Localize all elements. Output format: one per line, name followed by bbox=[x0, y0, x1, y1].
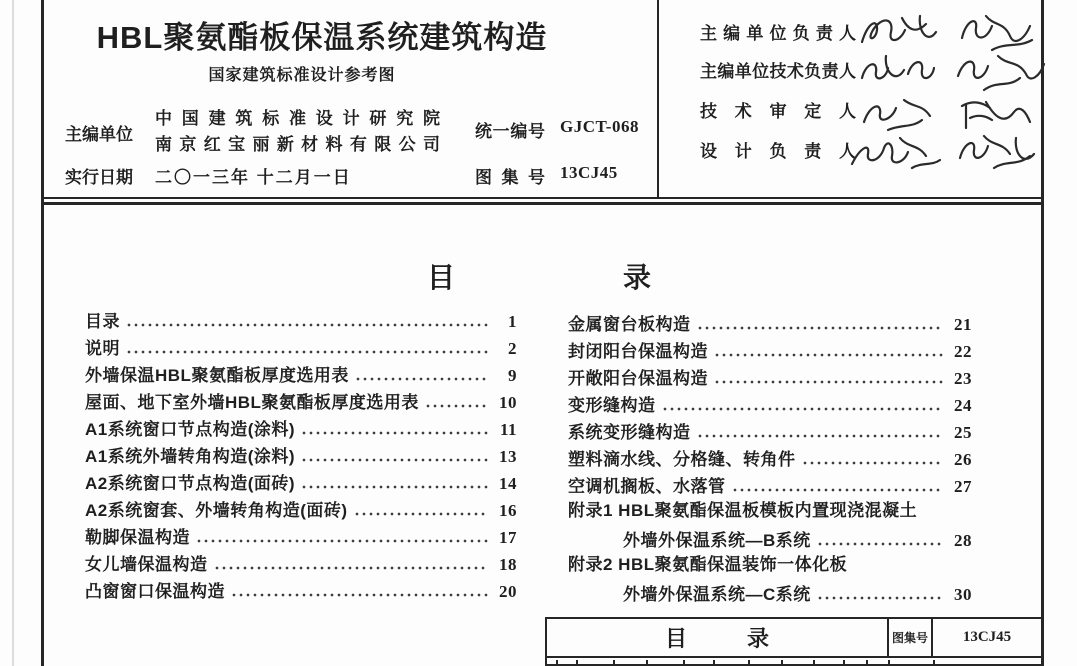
page-number: 14 bbox=[499, 474, 517, 493]
unified-number-label: 统一编号 bbox=[475, 122, 545, 141]
footer-toc-heading: 目 录 bbox=[547, 619, 889, 656]
toc-entry: A1系统外墙转角构造(涂料) 13 bbox=[85, 447, 517, 466]
toc-entry: 勒脚保温构造 17 bbox=[85, 528, 517, 547]
page-number: 9 bbox=[508, 366, 517, 385]
footer-row bbox=[547, 619, 1041, 658]
content-top-border bbox=[41, 202, 1044, 205]
unified-number-value: GJCT-068 bbox=[560, 117, 639, 136]
page-number: 2 bbox=[508, 339, 517, 358]
footer-title-bar bbox=[545, 617, 1043, 666]
document-title: HBL聚氨酯板保温系统建筑构造 bbox=[96, 20, 548, 55]
page-number: 26 bbox=[954, 450, 972, 469]
toc-entry: A1系统窗口节点构造(涂料) 11 bbox=[85, 420, 517, 439]
page-number: 16 bbox=[499, 501, 517, 520]
chief-editor-tech-head-label: 主编单位技术负责人 bbox=[700, 62, 856, 81]
toc-entry-appendix2-line2: 外墙外保温系统—C系统 30 bbox=[623, 585, 972, 604]
dot-leader bbox=[803, 461, 944, 465]
dot-leader bbox=[818, 542, 943, 546]
page-number: 1 bbox=[508, 312, 517, 331]
dot-leader bbox=[215, 566, 489, 570]
dot-leader bbox=[302, 431, 488, 435]
dot-leader bbox=[818, 596, 943, 600]
effective-date-label: 实行日期 bbox=[65, 168, 133, 187]
page-border-left bbox=[41, 0, 44, 666]
editor-line2: 南京红宝丽新材料有限公司 bbox=[155, 135, 440, 154]
page-number: 18 bbox=[499, 555, 517, 574]
dot-leader bbox=[698, 434, 944, 438]
dot-leader bbox=[232, 593, 488, 597]
toc-entry: 塑料滴水线、分格缝、转角件 26 bbox=[568, 450, 972, 469]
dot-leader bbox=[663, 407, 944, 411]
footer-partial-row bbox=[547, 660, 1041, 666]
dot-leader bbox=[426, 404, 488, 408]
toc-entry-appendix1-line1: 附录1 HBL聚氨酯保温板模板内置现浇混凝土 bbox=[568, 501, 918, 520]
page-number: 11 bbox=[499, 420, 517, 439]
design-head-label: 设计负责人 bbox=[700, 142, 856, 161]
atlas-number-value: 13CJ45 bbox=[560, 163, 618, 182]
toc-heading bbox=[427, 256, 651, 296]
signature-handwriting bbox=[848, 128, 1038, 178]
effective-date-value: 二〇一三年 十二月一日 bbox=[155, 168, 352, 187]
toc-entry: 系统变形缝构造 25 bbox=[568, 423, 972, 442]
page-number: 17 bbox=[499, 528, 517, 547]
technical-approver-label: 技术审定人 bbox=[700, 102, 856, 121]
page-number: 22 bbox=[954, 342, 972, 361]
dot-leader bbox=[715, 380, 943, 384]
header-divider-vertical bbox=[657, 0, 659, 198]
page-number: 28 bbox=[954, 531, 972, 550]
dot-leader bbox=[715, 353, 943, 357]
footer-atlas-value: 13CJ45 bbox=[962, 629, 1012, 645]
toc-entry-appendix1-line2: 外墙外保温系统—B系统 28 bbox=[623, 531, 972, 550]
page-number: 24 bbox=[954, 396, 972, 415]
page-number: 25 bbox=[954, 423, 972, 442]
page-number: 30 bbox=[954, 585, 972, 604]
dot-leader bbox=[356, 377, 488, 381]
dot-leader bbox=[698, 326, 944, 330]
page-number: 23 bbox=[954, 369, 972, 388]
toc-entry: A2系统窗口节点构造(面砖) 14 bbox=[85, 474, 517, 493]
toc-left-column bbox=[85, 305, 517, 602]
page-number: 10 bbox=[499, 393, 517, 412]
toc-entry: 屋面、地下室外墙HBL聚氨酯板厚度选用表 10 bbox=[85, 393, 517, 412]
toc-entry: 外墙保温HBL聚氨酯板厚度选用表 9 bbox=[85, 366, 517, 385]
header-bottom-border bbox=[41, 197, 1044, 199]
toc-heading-char-2: 录 bbox=[623, 262, 652, 293]
editor-line1: 中国建筑标准设计研究院 bbox=[155, 109, 440, 128]
toc-right-column bbox=[568, 308, 972, 605]
page-border-right bbox=[1041, 0, 1044, 666]
toc-entry: A2系统窗套、外墙转角构造(面砖) 16 bbox=[85, 501, 517, 520]
toc-heading-char-1: 目 bbox=[427, 262, 456, 293]
dot-leader bbox=[355, 512, 488, 516]
atlas-number-label: 图集号 bbox=[475, 168, 545, 187]
scan-edge-line bbox=[12, 0, 14, 666]
toc-entry: 凸窗窗口保温构造 20 bbox=[85, 582, 517, 601]
editor-label: 主编单位 bbox=[65, 125, 133, 144]
dot-leader bbox=[733, 488, 944, 492]
chief-editor-head-label: 主编单位负责人 bbox=[700, 24, 856, 43]
document-subtitle: 国家建筑标准设计参考图 bbox=[208, 67, 396, 84]
toc-entry-appendix2-line1: 附录2 HBL聚氨酯保温装饰一体化板 bbox=[568, 555, 848, 574]
page-number: 21 bbox=[954, 315, 972, 334]
dot-leader bbox=[302, 458, 488, 462]
page-number: 27 bbox=[954, 477, 972, 496]
toc-entry: 目录 1 bbox=[85, 312, 517, 331]
toc-entry: 金属窗台板构造 21 bbox=[568, 315, 972, 334]
toc-entry: 封闭阳台保温构造 22 bbox=[568, 342, 972, 361]
toc-entry: 空调机搁板、水落管 27 bbox=[568, 477, 972, 496]
page-number: 13 bbox=[499, 447, 517, 466]
page-number: 20 bbox=[499, 582, 517, 601]
dot-leader bbox=[127, 350, 488, 354]
dot-leader bbox=[197, 539, 488, 543]
dot-leader bbox=[127, 323, 488, 327]
footer-atlas-label: 图集号 bbox=[889, 619, 933, 656]
toc-entry: 开敞阳台保温构造 23 bbox=[568, 369, 972, 388]
dot-leader bbox=[302, 485, 488, 489]
toc-entry: 变形缝构造 24 bbox=[568, 396, 972, 415]
toc-entry: 说明 2 bbox=[85, 339, 517, 358]
toc-entry: 女儿墙保温构造 18 bbox=[85, 555, 517, 574]
